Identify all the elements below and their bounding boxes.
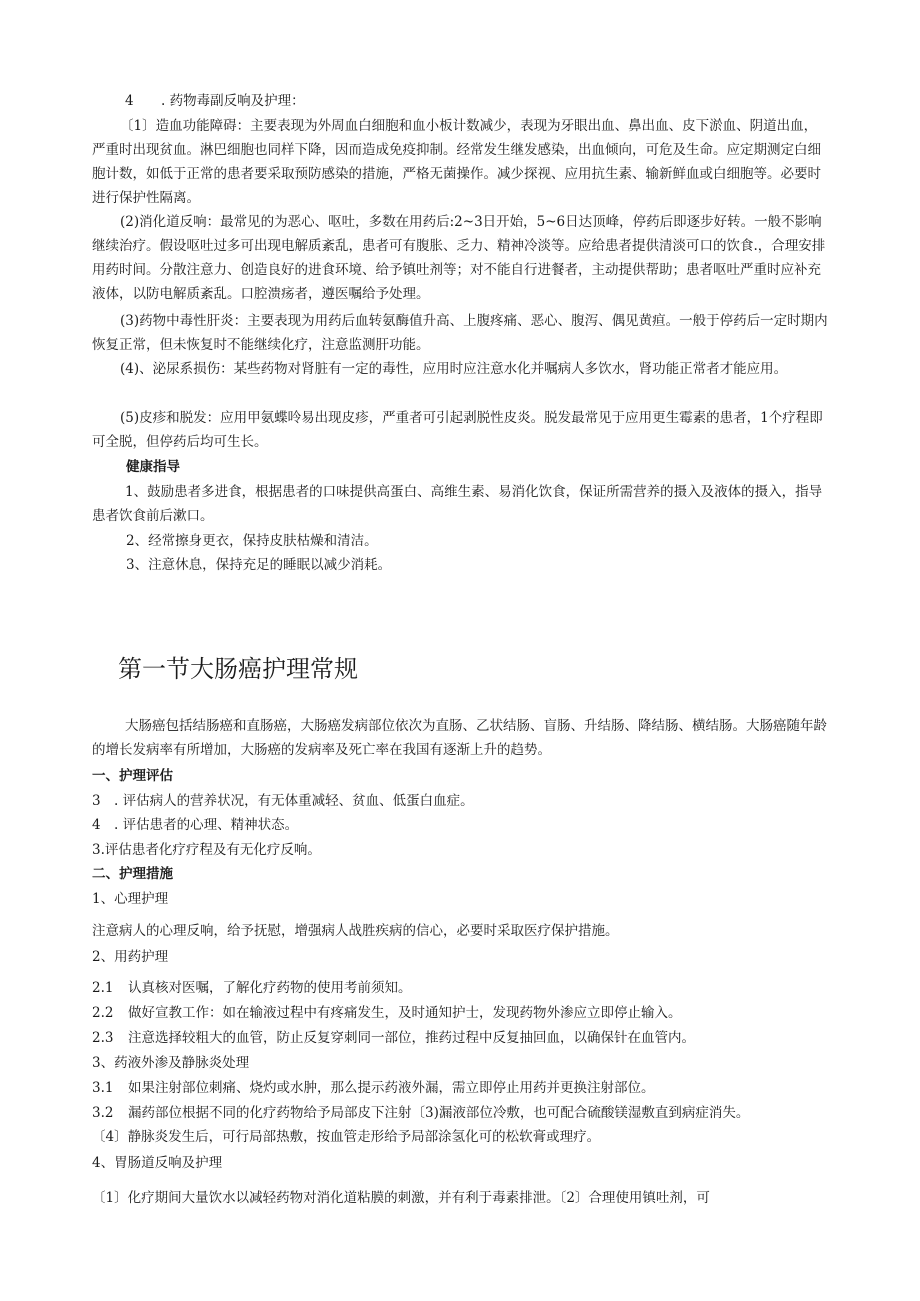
item-number: 3.1 xyxy=(92,1080,114,1096)
paragraph-urinary: (4)、泌尿系损伤：某些药物对肾脏有一定的毒性，应用时应注意水化并嘱病人多饮水，肾功能正常者才能应用。 xyxy=(120,361,788,377)
assessment-item-nutrition xyxy=(92,789,474,813)
health-item-2: 2、经常擦身更衣，保持皮肤枯燥和清洁。 xyxy=(126,533,378,549)
item-number: 4 xyxy=(92,817,101,833)
health-guide-heading: 健康指导 xyxy=(126,459,180,475)
assessment-item-psych xyxy=(92,813,298,837)
item-text: 漏药部位根据不同的化疗药物给予局部皮下注射〔3)漏液部位冷敷，也可配合硫酸镁湿敷直到病症消失。 xyxy=(128,1105,750,1121)
section-intro: 大肠癌包括结肠癌和直肠癌，大肠癌发病部位依次为直肠、乙状结肠、盲肠、升结肠、降结肠、横结肠。大肠癌随年龄的增长发病率有所增加，大肠癌的发病率及死亡率在我国有逐渐上升的趋势。 xyxy=(92,718,827,758)
measure-4-text: 〔1〕化疗期间大量饮水以减轻药物对消化道粘膜的刺激，并有利于毒素排泄。〔2〕合理使用镇吐剂，可 xyxy=(92,1190,710,1206)
measure-4-heading: 4、胃肠道反响及护理 xyxy=(92,1155,223,1171)
measure-3-4: 〔4〕静脉炎发生后，可行局部热敷，按血管走形给予局部涂氢化可的松软膏或理疗。 xyxy=(92,1129,601,1145)
measure-2-3 xyxy=(92,1026,695,1050)
measure-2-2 xyxy=(92,1001,682,1025)
assessment-heading: 一、护理评估 xyxy=(92,768,173,784)
measure-3-2 xyxy=(92,1101,749,1125)
measure-3-1 xyxy=(92,1076,655,1100)
item-text: . 评估病人的营养状况，有无体重减轻、贫血、低蛋白血症。 xyxy=(114,793,474,809)
item-text: 做好宣教工作：如在输液过程中有疼痛发生，及时通知护士，发现药物外渗应立即停止输入。 xyxy=(128,1005,682,1021)
section-title: 第一节大肠癌护理常规 xyxy=(118,655,358,683)
item-number: 4 xyxy=(125,93,134,109)
item-number: 2.2 xyxy=(92,1005,114,1021)
paragraph-hepatitis: (3)药物中毒性肝炎：主要表现为用药后血转氨酶值升高、上腹疼痛、恶心、腹泻、偶见黄疸。一般于停药后一定时期内恢复正常，但未恢复时不能继续化疗，注意监测肝功能。 xyxy=(92,313,828,353)
health-item-3: 3、注意休息，保持充足的睡眠以减少消耗。 xyxy=(126,557,392,573)
item-4-heading xyxy=(125,89,305,113)
item-text: 注意选择较粗大的血管，防止反复穿刺同一部位，推药过程中反复抽回血，以确保针在血管内。 xyxy=(128,1030,695,1046)
item-text: . 药物毒副反响及护理： xyxy=(161,93,305,109)
item-text: 认真核对医嘱，了解化疗药物的使用考前须知。 xyxy=(128,980,412,996)
measure-2-heading: 2、用药护理 xyxy=(92,949,169,965)
assessment-item-chemo: 3.评估患者化疗疗程及有无化疗反响。 xyxy=(92,842,321,858)
measure-3-heading: 3、药液外渗及静脉炎处理 xyxy=(92,1055,250,1071)
item-text: 如果注射部位刺痛、烧灼或水肿，那么提示药液外漏，需立即停止用药并更换注射部位。 xyxy=(128,1080,655,1096)
paragraph-digestive: (2)消化道反响：最常见的为恶心、呕吐，多数在用药后:2~3日开始，5~6日达顶峰，停药后即逐步好转。一般不影响继续治疗。假设呕吐过多可出现电解质紊乱，患者可有腹胀、乏力、精神冷淡等。应给患者提供清淡可口的饮食.，合理安排用药时间。分散注意力、创造良好的进食环境、给予镇吐剂等；对不能自行进餐者，主动提供帮助；患者呕吐严重时应补充液体，以防电解质紊乱。口腔溃疡者，遵医嘱给予处理。 xyxy=(92,214,826,302)
paragraph-hematopoietic: 〔1〕造血功能障碍：主要表现为外周血白细胞和血小板计数减少，表现为牙眼出血、鼻出血、皮下淤血、阴道出血，严重时出现贫血。淋巴细胞也同样下降，因而造成免疫抑制。经常发生继发感染，出血倾向，可危及生命。应定期测定白细胞计数，如低于正常的患者要采取预防感染的措施，严格无菌操作。减少探视、应用抗生素、输新鲜血或白细胞等。必要时进行保护性隔离。 xyxy=(92,118,821,206)
item-text: . 评估患者的心理、精神状态。 xyxy=(114,817,299,833)
paragraph-rash: (5)皮疹和脱发：应用甲氨蝶呤易出现皮疹，严重者可引起剥脱性皮炎。脱发最常见于应用更生霉素的患者，1个疗程即可全脱，但停药后均可生长。 xyxy=(92,410,823,450)
measures-heading: 二、护理措施 xyxy=(92,866,173,882)
item-number: 2.3 xyxy=(92,1030,114,1046)
measure-1-text: 注意病人的心理反响，给予抚慰，增强病人战胜疾病的信心，必要时采取医疗保护措施。 xyxy=(92,923,619,939)
item-number: 3 xyxy=(92,793,101,809)
health-item-1: 1、鼓励患者多进食，根据患者的口味提供高蛋白、高维生素、易消化饮食，保证所需营养的摄入及液体的摄入，指导患者饮食前后漱口。 xyxy=(92,484,823,524)
measure-2-1 xyxy=(92,976,412,1000)
item-number: 3.2 xyxy=(92,1105,114,1121)
measure-1-heading: 1、心理护理 xyxy=(92,891,169,907)
item-number: 2.1 xyxy=(92,980,114,996)
